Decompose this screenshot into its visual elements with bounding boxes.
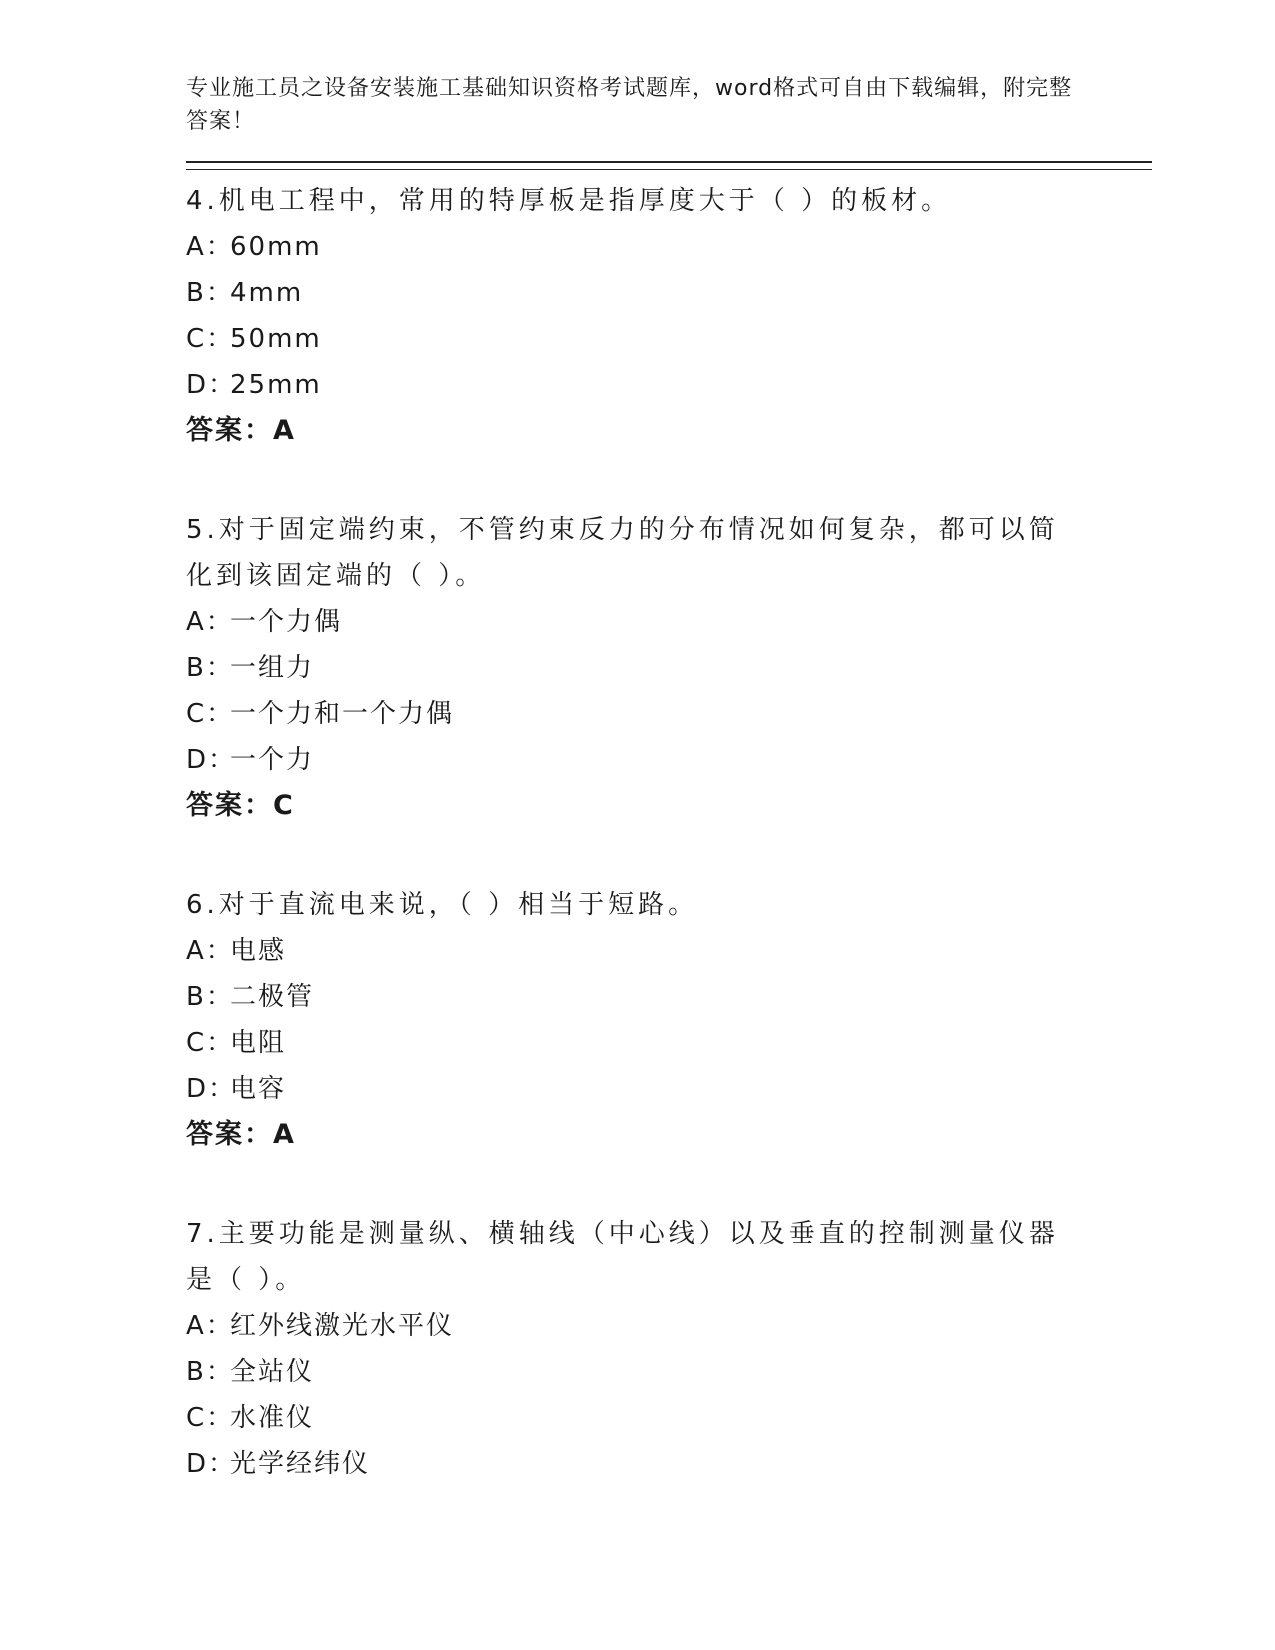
option-b (186, 645, 1146, 691)
document-page (186, 72, 1146, 1487)
option-value: 光学经纬仪 (230, 1449, 371, 1479)
option-key: B： (186, 982, 234, 1012)
option-value: 电感 (230, 936, 287, 966)
option-c (186, 1395, 1146, 1441)
question-6 (186, 882, 1146, 1158)
option-a (186, 928, 1146, 974)
document-header: 专业施工员之设备安装施工基础知识资格考试题库，word格式可自由下载编辑，附完整答案！ (186, 76, 1073, 134)
question-text: 5.对于固定端约束，不管约束反力的分布情况如何复杂，都可以简化到该固定端的（ ）。 (186, 515, 1059, 591)
option-key: A： (186, 607, 234, 637)
header-divider (186, 161, 1152, 170)
option-value: 全站仪 (230, 1357, 315, 1387)
answer-label: 答案：A (186, 1119, 296, 1150)
option-d (186, 737, 1146, 783)
question-text: 6.对于直流电来说，（ ）相当于短路。 (186, 890, 699, 920)
option-d (186, 1066, 1146, 1112)
option-c (186, 1020, 1146, 1066)
option-key: C： (186, 1028, 235, 1058)
question-5 (186, 507, 1146, 829)
option-value: 水准仪 (230, 1403, 315, 1433)
question-7 (186, 1211, 1146, 1487)
option-value: 一个力 (230, 745, 315, 775)
option-d (186, 1441, 1146, 1487)
option-key: A： (186, 232, 234, 262)
option-key: D： (186, 745, 237, 775)
option-key: B： (186, 278, 234, 308)
option-key: D： (186, 370, 237, 400)
option-key: B： (186, 653, 234, 683)
option-key: D： (186, 1449, 237, 1479)
option-key: D： (186, 1074, 237, 1104)
question-spacer (186, 1158, 1146, 1203)
answer-label: 答案：C (186, 790, 295, 821)
option-c (186, 316, 1146, 362)
option-key: A： (186, 1311, 234, 1341)
option-key: A： (186, 936, 234, 966)
option-value: 4mm (230, 278, 304, 308)
option-key: C： (186, 1403, 235, 1433)
option-key: B： (186, 1357, 234, 1387)
option-value: 一组力 (230, 653, 315, 683)
option-value: 60mm (230, 232, 322, 262)
option-value: 50mm (230, 324, 322, 354)
option-b (186, 270, 1146, 316)
option-value: 红外线激光水平仪 (230, 1311, 455, 1341)
question-spacer (186, 829, 1146, 874)
question-spacer (186, 454, 1146, 499)
option-a (186, 599, 1146, 645)
question-4 (186, 178, 1146, 454)
option-b (186, 1349, 1146, 1395)
option-b (186, 974, 1146, 1020)
option-value: 一个力和一个力偶 (230, 699, 455, 729)
answer-label: 答案：A (186, 415, 296, 446)
option-value: 一个力偶 (230, 607, 343, 637)
option-value: 25mm (230, 370, 322, 400)
option-a (186, 224, 1146, 270)
option-value: 二极管 (230, 982, 315, 1012)
question-text: 7.主要功能是测量纵、横轴线（中心线）以及垂直的控制测量仪器是（ ）。 (186, 1219, 1059, 1295)
option-value: 电阻 (230, 1028, 287, 1058)
option-value: 电容 (230, 1074, 287, 1104)
option-key: C： (186, 324, 235, 354)
option-c (186, 691, 1146, 737)
option-key: C： (186, 699, 235, 729)
option-d (186, 362, 1146, 408)
option-a (186, 1303, 1146, 1349)
question-text: 4.机电工程中，常用的特厚板是指厚度大于（ ）的板材。 (186, 186, 952, 216)
